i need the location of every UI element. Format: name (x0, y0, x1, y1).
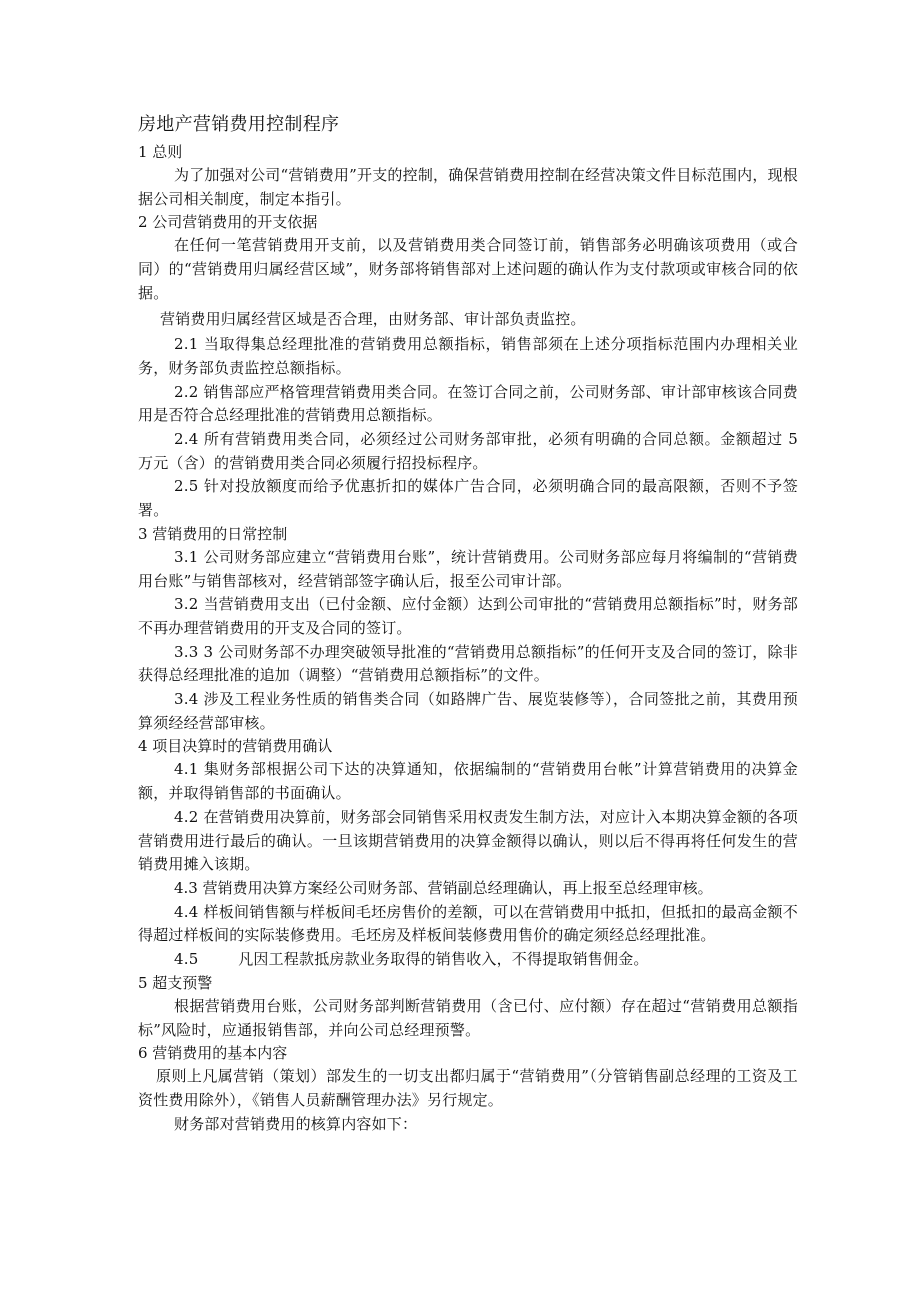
paragraph: 4.1 集财务部根据公司下达的决算通知，依据编制的“营销费用台帐”计算营销费用的决算金额，并取得销售部的书面确认。 (138, 760, 798, 803)
paragraph: 4.4 样板间销售额与样板间毛坯房售价的差额，可以在营销费用中抵扣，但抵扣的最高金额不得超过样板间的实际装修费用。毛坯房及样板间装修费用售价的确定须经总经理批准。 (138, 902, 798, 945)
section-heading: 3 营销费用的日常控制 (138, 524, 288, 543)
paragraph: 2.2 销售部应严格管理营销费用类合同。在签订合同之前，公司财务部、审计部审核该合同费用是否符合总经理批准的营销费用总额指标。 (138, 382, 798, 425)
paragraph: 根据营销费用台账，公司财务部判断营销费用（含已付、应付额）存在超过“营销费用总额指标”风险时，应通报销售部，并向公司总经理预警。 (138, 996, 798, 1039)
paragraph: 原则上凡属营销（策划）部发生的一切支出都归属于“营销费用”（分管销售副总经理的工资及工资性费用除外），《销售人员薪酬管理办法》另行规定。 (138, 1067, 798, 1109)
document-body (138, 112, 798, 1136)
document-title: 房地产营销费用控制程序 (138, 114, 340, 135)
section-heading: 1 总则 (138, 143, 183, 161)
section-heading: 2 公司营销费用的开支依据 (138, 213, 318, 232)
paragraph: 2.5 针对投放额度而给予优惠折扣的媒体广告合同，必须明确合同的最高限额，否则不予签署。 (138, 477, 798, 520)
paragraph: 财务部对营销费用的核算内容如下： (174, 1114, 418, 1133)
paragraph: 3.4 涉及工程业务性质的销售类合同（如路牌广告、展览装修等），合同签批之前，其费用预算须经经营部审核。 (138, 690, 798, 732)
paragraph: 为了加强对公司“营销费用”开支的控制，确保营销费用控制在经营决策文件目标范围内，现根据公司相关制度，制定本指引。 (138, 166, 798, 208)
section-heading: 5 超支预警 (138, 973, 213, 992)
paragraph: 4.3 营销费用决算方案经公司财务部、营销副总经理确认，再上报至总经理审核。 (174, 878, 713, 897)
paragraph: 3.3 3 公司财务部不办理突破领导批准的“营销费用总额指标”的任何开支及合同的签订，除非获得总经理批准的追加（调整）“营销费用总额指标”的文件。 (138, 642, 798, 685)
section-heading: 6 营销费用的基本内容 (138, 1044, 288, 1063)
paragraph: 3.1 公司财务部应建立“营销费用台账”，统计营销费用。公司财务部应每月将编制的“营销费用台账”与销售部核对，经营销部签字确认后，报至公司审计部。 (138, 547, 798, 590)
paragraph: 4.5 凡因工程款抵房款业务取得的销售收入，不得提取销售佣金。 (174, 950, 649, 969)
paragraph: 2.4 所有营销费用类合同，必须经过公司财务部审批，必须有明确的合同总额。金额超过 5 万元（含）的营销费用类合同必须履行招投标程序。 (138, 430, 798, 472)
paragraph: 3.2 当营销费用支出（已付金额、应付金额）达到公司审批的“营销费用总额指标”时，财务部不再办理营销费用的开支及合同的签订。 (138, 595, 798, 637)
paragraph: 营销费用归属经营区域是否合理，由财务部、审计部负责监控。 (160, 309, 586, 328)
paragraph: 2.1 当取得集总经理批准的营销费用总额指标，销售部须在上述分项指标范围内办理相关业务，财务部负责监控总额指标。 (138, 335, 798, 377)
paragraph: 4.2 在营销费用决算前，财务部会同销售采用权责发生制方法，对应计入本期决算金额的各项营销费用进行最后的确认。一旦该期营销费用的决算金额得以确认，则以后不得再将任何发生的营销费用摊入该期。 (138, 807, 798, 874)
section-heading: 4 项目决算时的营销费用确认 (138, 737, 333, 756)
paragraph: 在任何一笔营销费用开支前，以及营销费用类合同签订前，销售部务必明确该项费用（或合同）的“营销费用归属经营区域”，财务部将销售部对上述问题的确认作为支付款项或审核合同的依据。 (138, 236, 798, 302)
